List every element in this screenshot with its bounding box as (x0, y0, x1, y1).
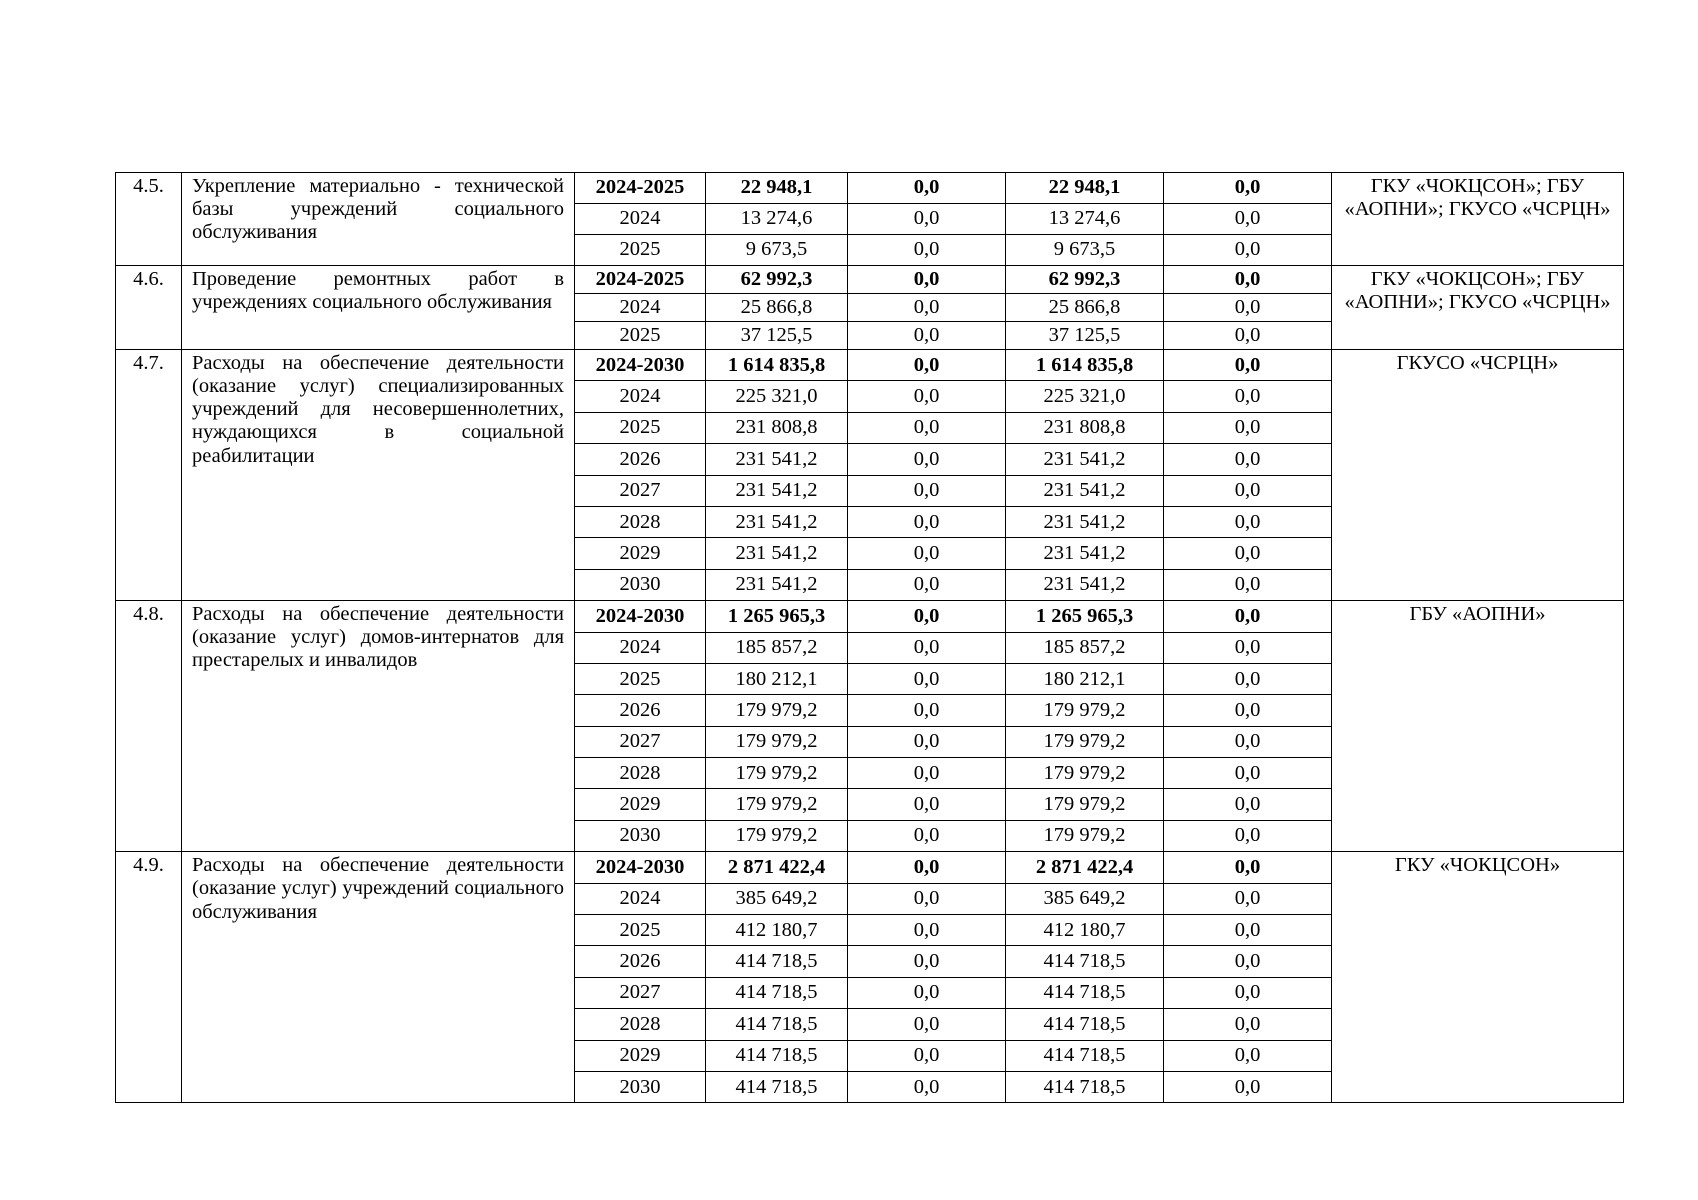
federal-budget: 0,0 (848, 1071, 1006, 1102)
year-period: 2025 (575, 235, 706, 266)
year-period: 2029 (575, 1040, 706, 1071)
table-row-total (116, 350, 1624, 381)
federal-budget: 0,0 (848, 294, 1006, 322)
regional-budget: 231 541,2 (1006, 569, 1164, 600)
federal-budget: 0,0 (848, 663, 1006, 694)
local-budget: 0,0 (1164, 412, 1332, 443)
total-amount: 37 125,5 (706, 322, 848, 350)
total-amount: 231 808,8 (706, 412, 848, 443)
federal-budget: 0,0 (848, 883, 1006, 914)
local-budget: 0,0 (1164, 506, 1332, 537)
federal-budget: 0,0 (848, 266, 1006, 294)
local-budget: 0,0 (1164, 695, 1332, 726)
regional-budget: 385 649,2 (1006, 883, 1164, 914)
year-period: 2029 (575, 538, 706, 569)
regional-budget: 180 212,1 (1006, 663, 1164, 694)
year-period: 2025 (575, 412, 706, 443)
executor: ГКУ «ЧОКЦСОН» (1332, 852, 1624, 1103)
federal-budget: 0,0 (848, 381, 1006, 412)
total-amount: 1 265 965,3 (706, 601, 848, 632)
total-amount: 9 673,5 (706, 235, 848, 266)
total-amount: 414 718,5 (706, 1009, 848, 1040)
item-number: 4.6. (116, 266, 182, 350)
local-budget: 0,0 (1164, 632, 1332, 663)
federal-budget: 0,0 (848, 1040, 1006, 1071)
table-row-total (116, 173, 1624, 204)
local-budget: 0,0 (1164, 977, 1332, 1008)
total-amount: 414 718,5 (706, 977, 848, 1008)
local-budget: 0,0 (1164, 294, 1332, 322)
year-period: 2024-2030 (575, 350, 706, 381)
regional-budget: 9 673,5 (1006, 235, 1164, 266)
financing-table (115, 172, 1624, 1103)
local-budget: 0,0 (1164, 852, 1332, 883)
year-period: 2027 (575, 977, 706, 1008)
local-budget: 0,0 (1164, 946, 1332, 977)
federal-budget: 0,0 (848, 444, 1006, 475)
year-period: 2024-2030 (575, 601, 706, 632)
regional-budget: 185 857,2 (1006, 632, 1164, 663)
regional-budget: 62 992,3 (1006, 266, 1164, 294)
regional-budget: 231 541,2 (1006, 506, 1164, 537)
year-period: 2026 (575, 444, 706, 475)
local-budget: 0,0 (1164, 444, 1332, 475)
federal-budget: 0,0 (848, 726, 1006, 757)
federal-budget: 0,0 (848, 789, 1006, 820)
local-budget: 0,0 (1164, 1071, 1332, 1102)
year-period: 2024-2025 (575, 173, 706, 204)
local-budget: 0,0 (1164, 538, 1332, 569)
total-amount: 13 274,6 (706, 204, 848, 235)
federal-budget: 0,0 (848, 915, 1006, 946)
item-number: 4.8. (116, 601, 182, 852)
total-amount: 179 979,2 (706, 726, 848, 757)
year-period: 2030 (575, 820, 706, 851)
year-period: 2030 (575, 1071, 706, 1102)
total-amount: 185 857,2 (706, 632, 848, 663)
local-budget: 0,0 (1164, 601, 1332, 632)
year-period: 2025 (575, 663, 706, 694)
regional-budget: 231 541,2 (1006, 444, 1164, 475)
regional-budget: 414 718,5 (1006, 977, 1164, 1008)
year-period: 2028 (575, 1009, 706, 1040)
local-budget: 0,0 (1164, 789, 1332, 820)
total-amount: 414 718,5 (706, 946, 848, 977)
executor: ГБУ «АОПНИ» (1332, 601, 1624, 852)
local-budget: 0,0 (1164, 1040, 1332, 1071)
regional-budget: 22 948,1 (1006, 173, 1164, 204)
federal-budget: 0,0 (848, 977, 1006, 1008)
regional-budget: 179 979,2 (1006, 726, 1164, 757)
local-budget: 0,0 (1164, 381, 1332, 412)
local-budget: 0,0 (1164, 820, 1332, 851)
regional-budget: 179 979,2 (1006, 820, 1164, 851)
total-amount: 231 541,2 (706, 538, 848, 569)
year-period: 2024 (575, 883, 706, 914)
table-row-total (116, 266, 1624, 294)
regional-budget: 414 718,5 (1006, 1071, 1164, 1102)
item-number: 4.5. (116, 173, 182, 266)
total-amount: 22 948,1 (706, 173, 848, 204)
year-period: 2030 (575, 569, 706, 600)
item-number: 4.9. (116, 852, 182, 1103)
total-amount: 62 992,3 (706, 266, 848, 294)
regional-budget: 1 614 835,8 (1006, 350, 1164, 381)
regional-budget: 412 180,7 (1006, 915, 1164, 946)
total-amount: 179 979,2 (706, 758, 848, 789)
federal-budget: 0,0 (848, 235, 1006, 266)
total-amount: 231 541,2 (706, 569, 848, 600)
table-row-total (116, 852, 1624, 883)
item-name: Расходы на обеспечение деятельности (оказание услуг) специализированных учреждений для несовершеннолетних, нуждающихся в социальной реабилитации (182, 350, 575, 601)
year-period: 2024-2030 (575, 852, 706, 883)
executor: ГКУ «ЧОКЦСОН»; ГБУ «АОПНИ»; ГКУСО «ЧСРЦН» (1332, 173, 1624, 266)
table-body (116, 173, 1624, 1103)
regional-budget: 179 979,2 (1006, 758, 1164, 789)
total-amount: 414 718,5 (706, 1071, 848, 1102)
local-budget: 0,0 (1164, 235, 1332, 266)
year-period: 2025 (575, 322, 706, 350)
year-period: 2024 (575, 632, 706, 663)
federal-budget: 0,0 (848, 601, 1006, 632)
item-name: Расходы на обеспечение деятельности (оказание услуг) домов-интернатов для престарелых и инвалидов (182, 601, 575, 852)
local-budget: 0,0 (1164, 569, 1332, 600)
local-budget: 0,0 (1164, 475, 1332, 506)
local-budget: 0,0 (1164, 1009, 1332, 1040)
federal-budget: 0,0 (848, 506, 1006, 537)
regional-budget: 37 125,5 (1006, 322, 1164, 350)
federal-budget: 0,0 (848, 758, 1006, 789)
local-budget: 0,0 (1164, 204, 1332, 235)
regional-budget: 414 718,5 (1006, 1009, 1164, 1040)
total-amount: 412 180,7 (706, 915, 848, 946)
federal-budget: 0,0 (848, 632, 1006, 663)
total-amount: 2 871 422,4 (706, 852, 848, 883)
total-amount: 225 321,0 (706, 381, 848, 412)
local-budget: 0,0 (1164, 322, 1332, 350)
year-period: 2026 (575, 946, 706, 977)
regional-budget: 231 808,8 (1006, 412, 1164, 443)
local-budget: 0,0 (1164, 915, 1332, 946)
year-period: 2024-2025 (575, 266, 706, 294)
local-budget: 0,0 (1164, 758, 1332, 789)
federal-budget: 0,0 (848, 695, 1006, 726)
local-budget: 0,0 (1164, 173, 1332, 204)
regional-budget: 231 541,2 (1006, 538, 1164, 569)
federal-budget: 0,0 (848, 350, 1006, 381)
item-number: 4.7. (116, 350, 182, 601)
federal-budget: 0,0 (848, 569, 1006, 600)
regional-budget: 231 541,2 (1006, 475, 1164, 506)
regional-budget: 2 871 422,4 (1006, 852, 1164, 883)
federal-budget: 0,0 (848, 538, 1006, 569)
regional-budget: 179 979,2 (1006, 789, 1164, 820)
federal-budget: 0,0 (848, 412, 1006, 443)
federal-budget: 0,0 (848, 322, 1006, 350)
federal-budget: 0,0 (848, 204, 1006, 235)
table-row-total (116, 601, 1624, 632)
federal-budget: 0,0 (848, 1009, 1006, 1040)
federal-budget: 0,0 (848, 475, 1006, 506)
regional-budget: 1 265 965,3 (1006, 601, 1164, 632)
local-budget: 0,0 (1164, 883, 1332, 914)
local-budget: 0,0 (1164, 726, 1332, 757)
year-period: 2026 (575, 695, 706, 726)
total-amount: 231 541,2 (706, 444, 848, 475)
regional-budget: 179 979,2 (1006, 695, 1164, 726)
item-name: Расходы на обеспечение деятельности (оказание услуг) учреждений социального обслуживания (182, 852, 575, 1103)
year-period: 2024 (575, 381, 706, 412)
federal-budget: 0,0 (848, 852, 1006, 883)
year-period: 2024 (575, 204, 706, 235)
total-amount: 1 614 835,8 (706, 350, 848, 381)
year-period: 2027 (575, 726, 706, 757)
total-amount: 25 866,8 (706, 294, 848, 322)
regional-budget: 225 321,0 (1006, 381, 1164, 412)
total-amount: 385 649,2 (706, 883, 848, 914)
executor: ГКУСО «ЧСРЦН» (1332, 350, 1624, 601)
regional-budget: 13 274,6 (1006, 204, 1164, 235)
year-period: 2028 (575, 506, 706, 537)
executor: ГКУ «ЧОКЦСОН»; ГБУ «АОПНИ»; ГКУСО «ЧСРЦН» (1332, 266, 1624, 350)
local-budget: 0,0 (1164, 663, 1332, 694)
local-budget: 0,0 (1164, 266, 1332, 294)
year-period: 2028 (575, 758, 706, 789)
item-name: Проведение ремонтных работ в учреждениях социального обслуживания (182, 266, 575, 350)
year-period: 2027 (575, 475, 706, 506)
total-amount: 179 979,2 (706, 695, 848, 726)
regional-budget: 25 866,8 (1006, 294, 1164, 322)
total-amount: 231 541,2 (706, 475, 848, 506)
federal-budget: 0,0 (848, 173, 1006, 204)
total-amount: 180 212,1 (706, 663, 848, 694)
year-period: 2029 (575, 789, 706, 820)
item-name: Укрепление материально - технической базы учреждений социального обслуживания (182, 173, 575, 266)
total-amount: 414 718,5 (706, 1040, 848, 1071)
federal-budget: 0,0 (848, 946, 1006, 977)
year-period: 2025 (575, 915, 706, 946)
local-budget: 0,0 (1164, 350, 1332, 381)
total-amount: 179 979,2 (706, 820, 848, 851)
total-amount: 231 541,2 (706, 506, 848, 537)
federal-budget: 0,0 (848, 820, 1006, 851)
regional-budget: 414 718,5 (1006, 946, 1164, 977)
year-period: 2024 (575, 294, 706, 322)
total-amount: 179 979,2 (706, 789, 848, 820)
regional-budget: 414 718,5 (1006, 1040, 1164, 1071)
